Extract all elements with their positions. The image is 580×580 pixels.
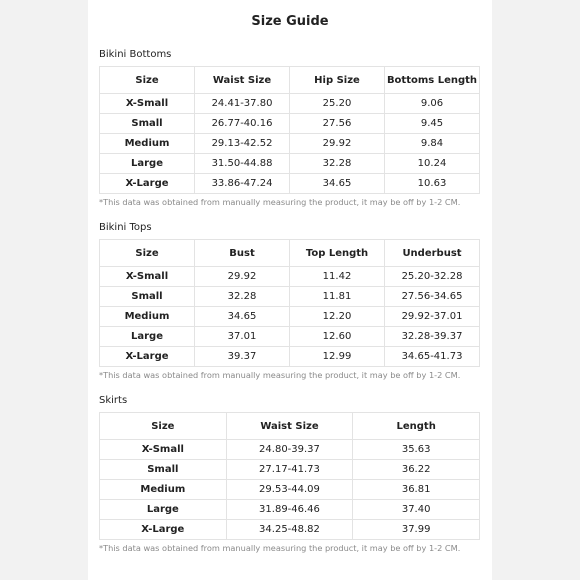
measurement-note: *This data was obtained from manually measuring the product, it may be off by 1-2 CM. — [99, 543, 461, 553]
size-label: Small — [100, 114, 195, 134]
measurement-cell: 11.81 — [290, 287, 385, 307]
measurement-cell: 34.25-48.82 — [226, 520, 353, 540]
column-header: Size — [100, 240, 195, 267]
column-header: Bottoms Length — [385, 67, 480, 94]
size-label: X-Small — [100, 267, 195, 287]
measurement-cell: 34.65 — [195, 307, 290, 327]
measurement-cell: 26.77-40.16 — [195, 114, 290, 134]
measurement-cell: 32.28 — [195, 287, 290, 307]
column-header: Underbust — [385, 240, 480, 267]
table-row — [100, 440, 480, 460]
size-label: Large — [100, 500, 227, 520]
measurement-cell: 9.06 — [385, 94, 480, 114]
measurement-cell: 10.63 — [385, 174, 480, 194]
measurement-cell: 24.41-37.80 — [195, 94, 290, 114]
measurement-cell: 29.53-44.09 — [226, 480, 353, 500]
measurement-cell: 29.13-42.52 — [195, 134, 290, 154]
column-header: Length — [353, 413, 480, 440]
table-row — [100, 460, 480, 480]
measurement-cell: 29.92 — [195, 267, 290, 287]
size-table — [99, 412, 480, 540]
table-row — [100, 94, 480, 114]
measurement-cell: 27.56 — [290, 114, 385, 134]
measurement-cell: 36.81 — [353, 480, 480, 500]
measurement-cell: 27.56-34.65 — [385, 287, 480, 307]
section-skirts — [99, 394, 480, 553]
measurement-cell: 29.92-37.01 — [385, 307, 480, 327]
column-header: Waist Size — [226, 413, 353, 440]
table-header-row — [100, 67, 480, 94]
table-body — [100, 94, 480, 194]
size-label: X-Large — [100, 520, 227, 540]
table-row — [100, 174, 480, 194]
table-row — [100, 500, 480, 520]
measurement-cell: 27.17-41.73 — [226, 460, 353, 480]
section-bikini-bottoms — [99, 48, 480, 207]
section-title: Bikini Tops — [99, 222, 152, 233]
size-table — [99, 66, 480, 194]
column-header: Top Length — [290, 240, 385, 267]
column-header: Bust — [195, 240, 290, 267]
size-label: X-Small — [100, 440, 227, 460]
measurement-cell: 37.40 — [353, 500, 480, 520]
size-label: Medium — [100, 307, 195, 327]
table-row — [100, 520, 480, 540]
section-bikini-tops — [99, 221, 480, 380]
section-title: Bikini Bottoms — [99, 49, 172, 60]
measurement-cell: 37.01 — [195, 327, 290, 347]
size-label: Small — [100, 460, 227, 480]
table-row — [100, 154, 480, 174]
measurement-cell: 36.22 — [353, 460, 480, 480]
measurement-cell: 29.92 — [290, 134, 385, 154]
section-title: Skirts — [99, 395, 128, 406]
size-guide-page — [88, 0, 492, 580]
measurement-cell: 32.28-39.37 — [385, 327, 480, 347]
table-row — [100, 134, 480, 154]
table-header-row — [100, 240, 480, 267]
measurement-cell: 9.84 — [385, 134, 480, 154]
table-row — [100, 287, 480, 307]
measurement-cell: 11.42 — [290, 267, 385, 287]
measurement-cell: 31.50-44.88 — [195, 154, 290, 174]
size-label: Medium — [100, 134, 195, 154]
column-header: Size — [100, 413, 227, 440]
size-label: Medium — [100, 480, 227, 500]
measurement-cell: 9.45 — [385, 114, 480, 134]
column-header: Waist Size — [195, 67, 290, 94]
measurement-cell: 32.28 — [290, 154, 385, 174]
table-row — [100, 327, 480, 347]
measurement-cell: 33.86-47.24 — [195, 174, 290, 194]
measurement-cell: 24.80-39.37 — [226, 440, 353, 460]
measurement-cell: 37.99 — [353, 520, 480, 540]
measurement-note: *This data was obtained from manually measuring the product, it may be off by 1-2 CM. — [99, 197, 461, 207]
column-header: Size — [100, 67, 195, 94]
measurement-cell: 12.20 — [290, 307, 385, 327]
measurement-cell: 12.60 — [290, 327, 385, 347]
size-table — [99, 239, 480, 367]
measurement-cell: 31.89-46.46 — [226, 500, 353, 520]
size-label: Large — [100, 327, 195, 347]
table-body — [100, 267, 480, 367]
size-label: Small — [100, 287, 195, 307]
measurement-cell: 25.20-32.28 — [385, 267, 480, 287]
measurement-cell: 10.24 — [385, 154, 480, 174]
size-label: X-Large — [100, 174, 195, 194]
size-label: X-Large — [100, 347, 195, 367]
table-row — [100, 347, 480, 367]
table-body — [100, 440, 480, 540]
size-label: Large — [100, 154, 195, 174]
measurement-cell: 39.37 — [195, 347, 290, 367]
size-label: X-Small — [100, 94, 195, 114]
measurement-cell: 34.65 — [290, 174, 385, 194]
measurement-cell: 25.20 — [290, 94, 385, 114]
table-header-row — [100, 413, 480, 440]
measurement-cell: 12.99 — [290, 347, 385, 367]
measurement-cell: 35.63 — [353, 440, 480, 460]
measurement-cell: 34.65-41.73 — [385, 347, 480, 367]
column-header: Hip Size — [290, 67, 385, 94]
table-row — [100, 307, 480, 327]
table-row — [100, 114, 480, 134]
measurement-note: *This data was obtained from manually measuring the product, it may be off by 1-2 CM. — [99, 370, 461, 380]
table-row — [100, 267, 480, 287]
page-title: Size Guide — [251, 14, 329, 29]
table-row — [100, 480, 480, 500]
